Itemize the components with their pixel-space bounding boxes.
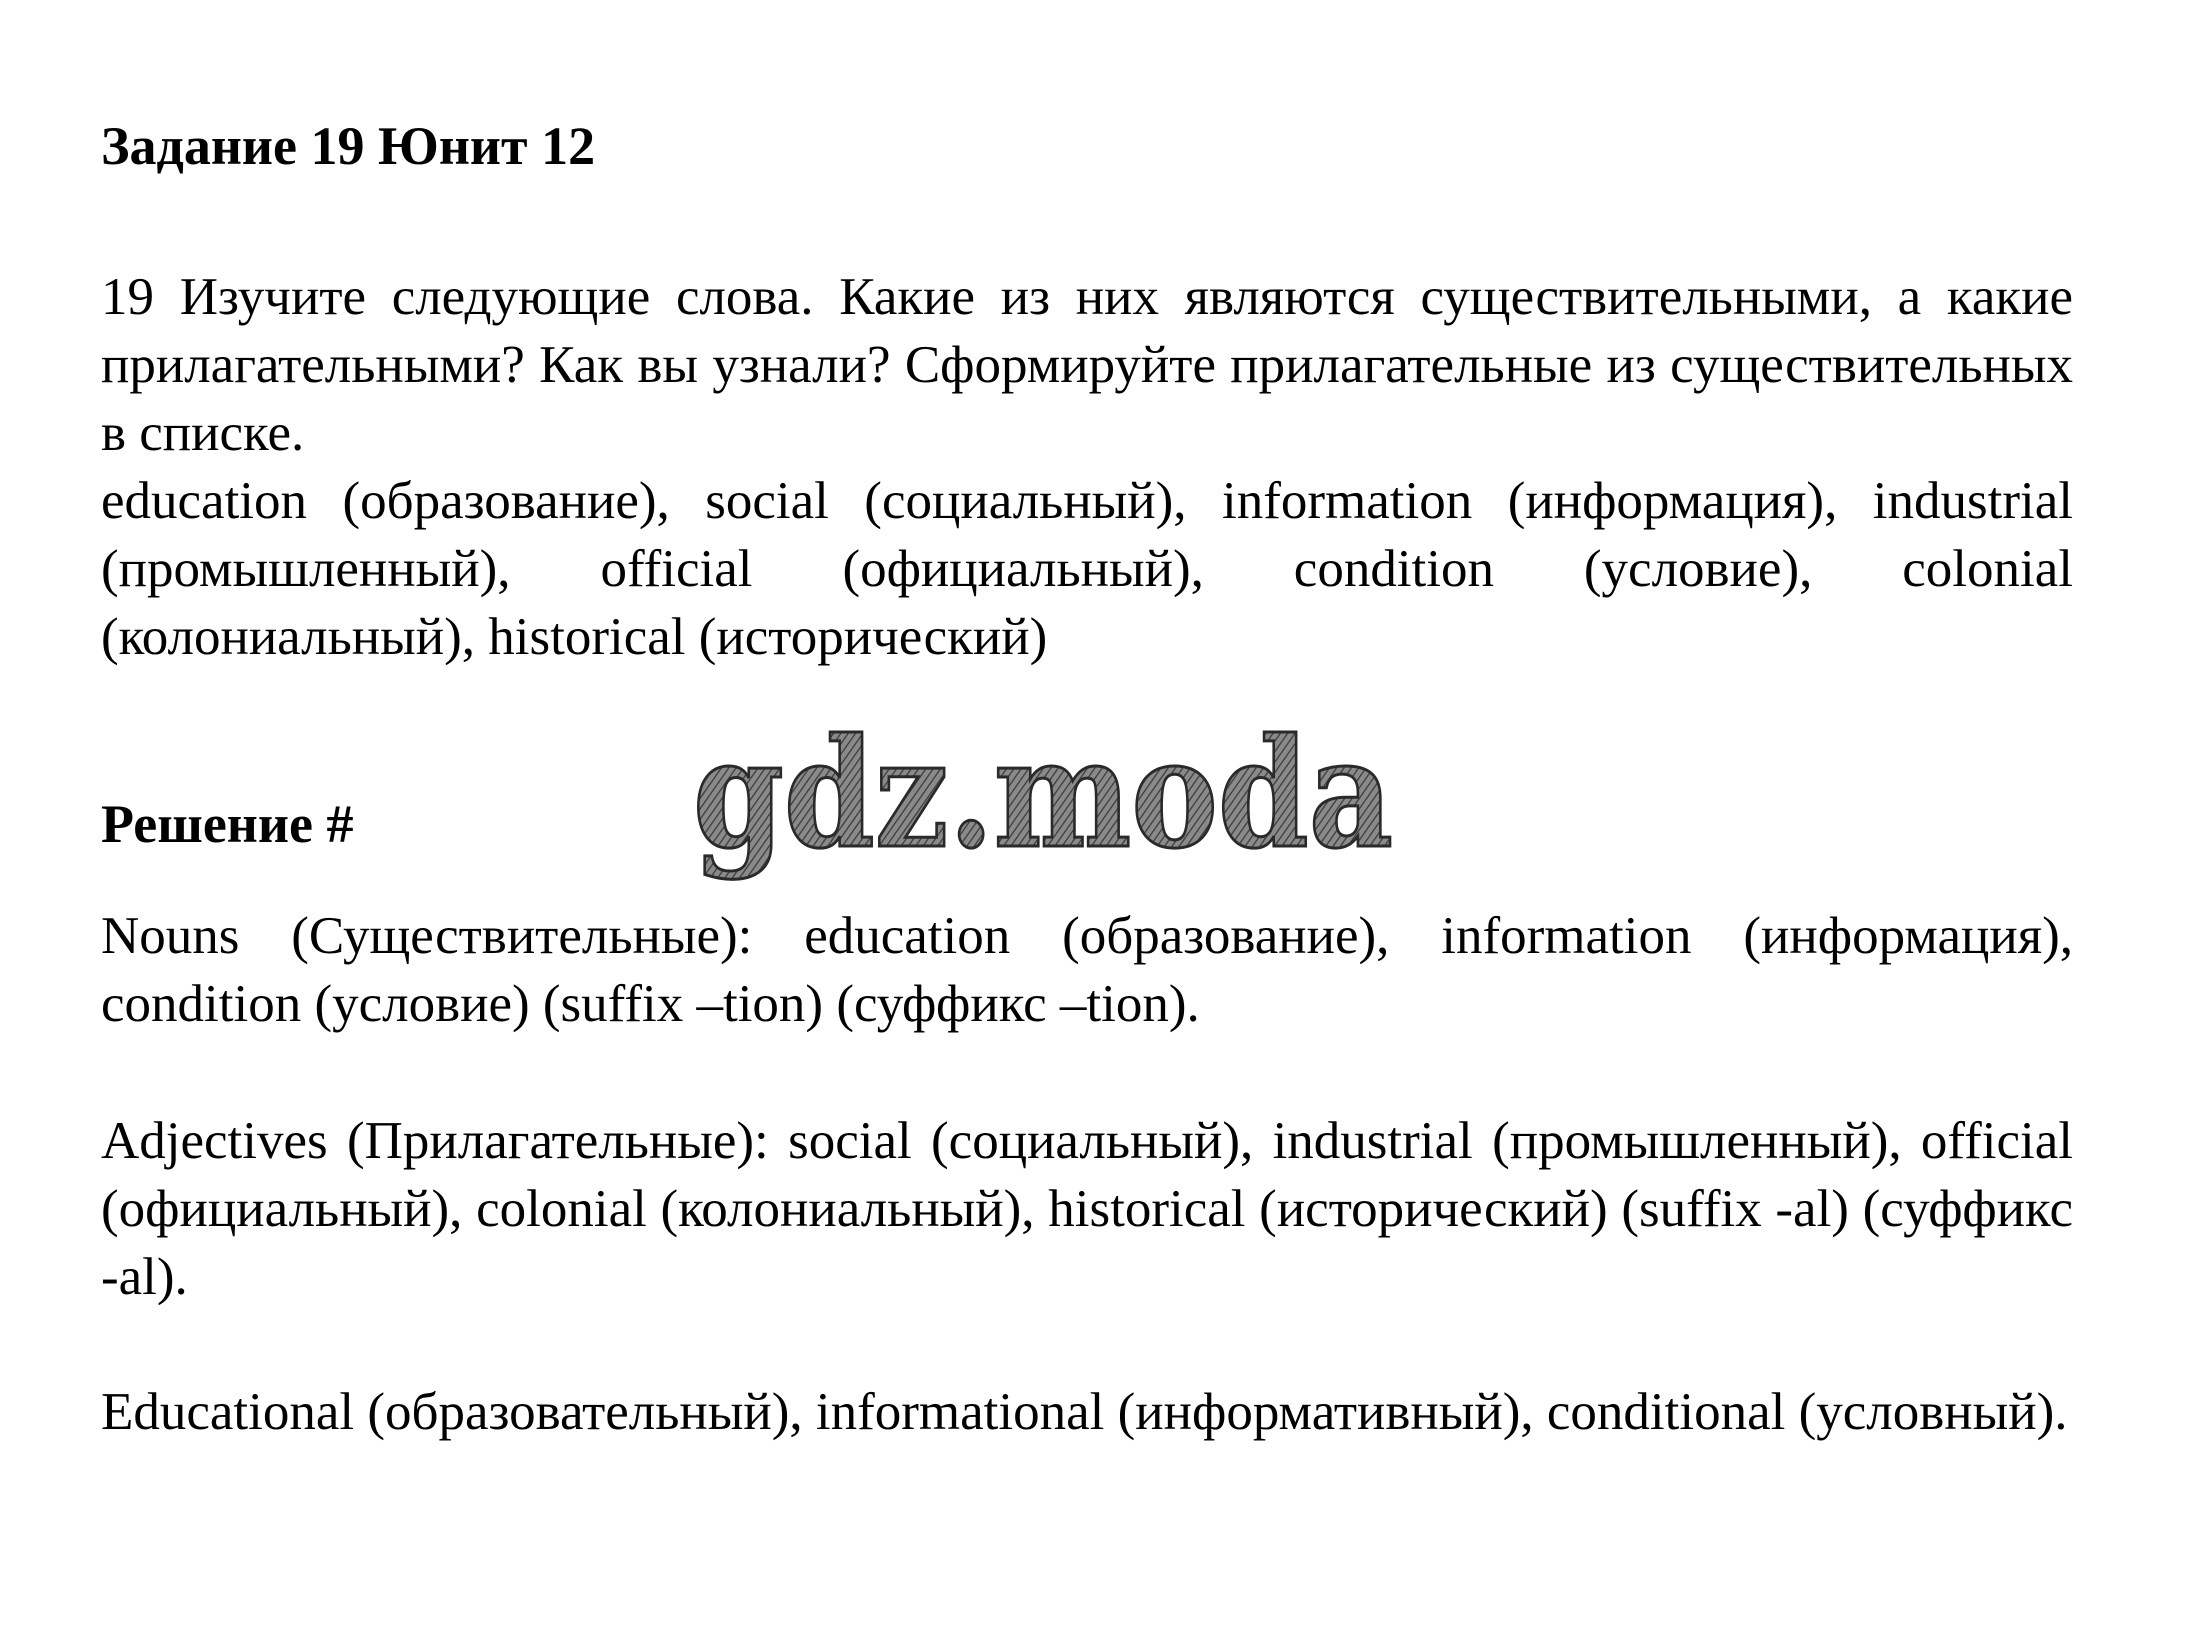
solution-adjectives: Adjectives (Прилагательные): social (социальный), industrial (промышленный), official (официальный), colonial (колониальный), historical (исторический) (suffix -al) (суффикс -al). [101, 1112, 2073, 1306]
solution-nouns: Nouns (Существительные): education (образование), information (информация), condition (условие) (suffix –tion) (суффикс –tion). [101, 907, 2073, 1033]
task-word-list: education (образование), social (социальный), information (информация), industrial (промышленный), official (официальный), condition (условие), colonial (колониальный), historical (исторический) [101, 472, 2073, 666]
task-text [101, 263, 2073, 671]
watermark-logo [668, 706, 1418, 898]
solution-heading: Решение # [101, 794, 354, 854]
watermark-text: gdz.moda [693, 706, 1393, 882]
task-instruction: 19 Изучите следующие слова. Какие из них являются существительными, а какие прилагательными? Как вы узнали? Сформируйте прилагательные из существительных в списке. [101, 268, 2073, 462]
solution-derived-adjectives: Educational (образовательный), informational (информативный), conditional (условный). [101, 1383, 2068, 1441]
page-title: Задание 19 Юнит 12 [101, 116, 596, 176]
